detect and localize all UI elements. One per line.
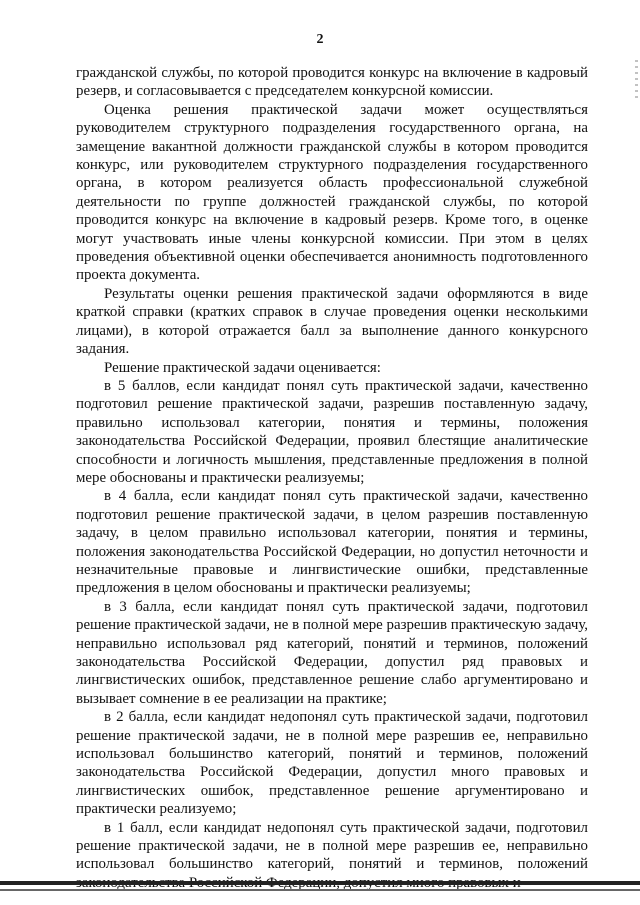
paragraph: Оценка решения практической задачи может осуществляться руководителем структурного подразделения государственного органа, на замещение вакантной должности гражданской службы в котором проводится конкурс, или руководителем структурного подразделения государственного органа, в котором реализуется область профессиональной служебной деятельности по группе должностей гражданской службы, по которой проводится конкурс на включение в кадровый резерв. Кроме того, в оценке могут участвовать иные члены конкурсной комиссии. При этом в целях проведения объективной оценки обеспечивается анонимность подготовленного проекта документа. [76,101,588,284]
paragraph: Решение практической задачи оценивается: [104,359,381,376]
scan-edge-bottom [0,881,640,885]
scan-edge-right [635,60,638,100]
paragraph: в 1 балл, если кандидат недопонял суть практической задачи, подготовил решение практической задачи, не в полной мере разрешив ее, неправильно использовал большинство категорий, понятий и терминов, положений [76,819,588,873]
paragraph: в 4 балла, если кандидат понял суть практической задачи, качественно подготовил решение практической задачи, в целом разрешив поставленную задачу, в целом правильно использовал категории, понятия и термины, положения законодательства Российской Федерации, но допустил неточности и незначительные правовые и лингвистические ошибки, представленные предложения в целом обоснованы и практически реализуемы; [76,488,588,597]
paragraph: Результаты оценки решения практической задачи оформляются в виде краткой справки (кратких справок в случае проведения оценки несколькими лицами), в которой отражается балл за выполнение данного конкурсного задания. [76,285,588,358]
scan-edge-bottom-line [0,889,640,891]
document-body [76,64,588,892]
paragraph: в 3 балла, если кандидат понял суть практической задачи, подготовил решение практической задачи, не в полной мере разрешив практическую задачу, неправильно использовал ряд категорий, понятий и терминов, положений законодательства Российской Федерации, допустил ряд правовых и лингвистических ошибок, представленное решение слабо аргументировано и вызывает сомнение в ее реализации на практике; [76,598,588,707]
paragraph: гражданской службы, по которой проводится конкурс на включение в кадровый резерв, и согласовывается с председателем конкурсной комиссии. [76,65,588,100]
paragraph: в 5 баллов, если кандидат понял суть практической задачи, качественно подготовил решение практической задачи, разрешив поставленную задачу, правильно использовал категории, понятия и термины, положения законодательства Российской Федерации, проявил блестящие аналитические способности и логичность мышления, представленные предложения в полной мере обоснованы и практически реализуемы; [76,377,588,486]
paragraph: в 2 балла, если кандидат недопонял суть практической задачи, подготовил решение практической задачи, не в полной мере разрешив ее, неправильно использовал большинство категорий, понятий и терминов, положений законодательства Российской Федерации, допустил много правовых и лингвистических ошибок, представленное решение аргументировано и практически реализуемо; [76,709,588,818]
page-number: 2 [316,32,324,47]
